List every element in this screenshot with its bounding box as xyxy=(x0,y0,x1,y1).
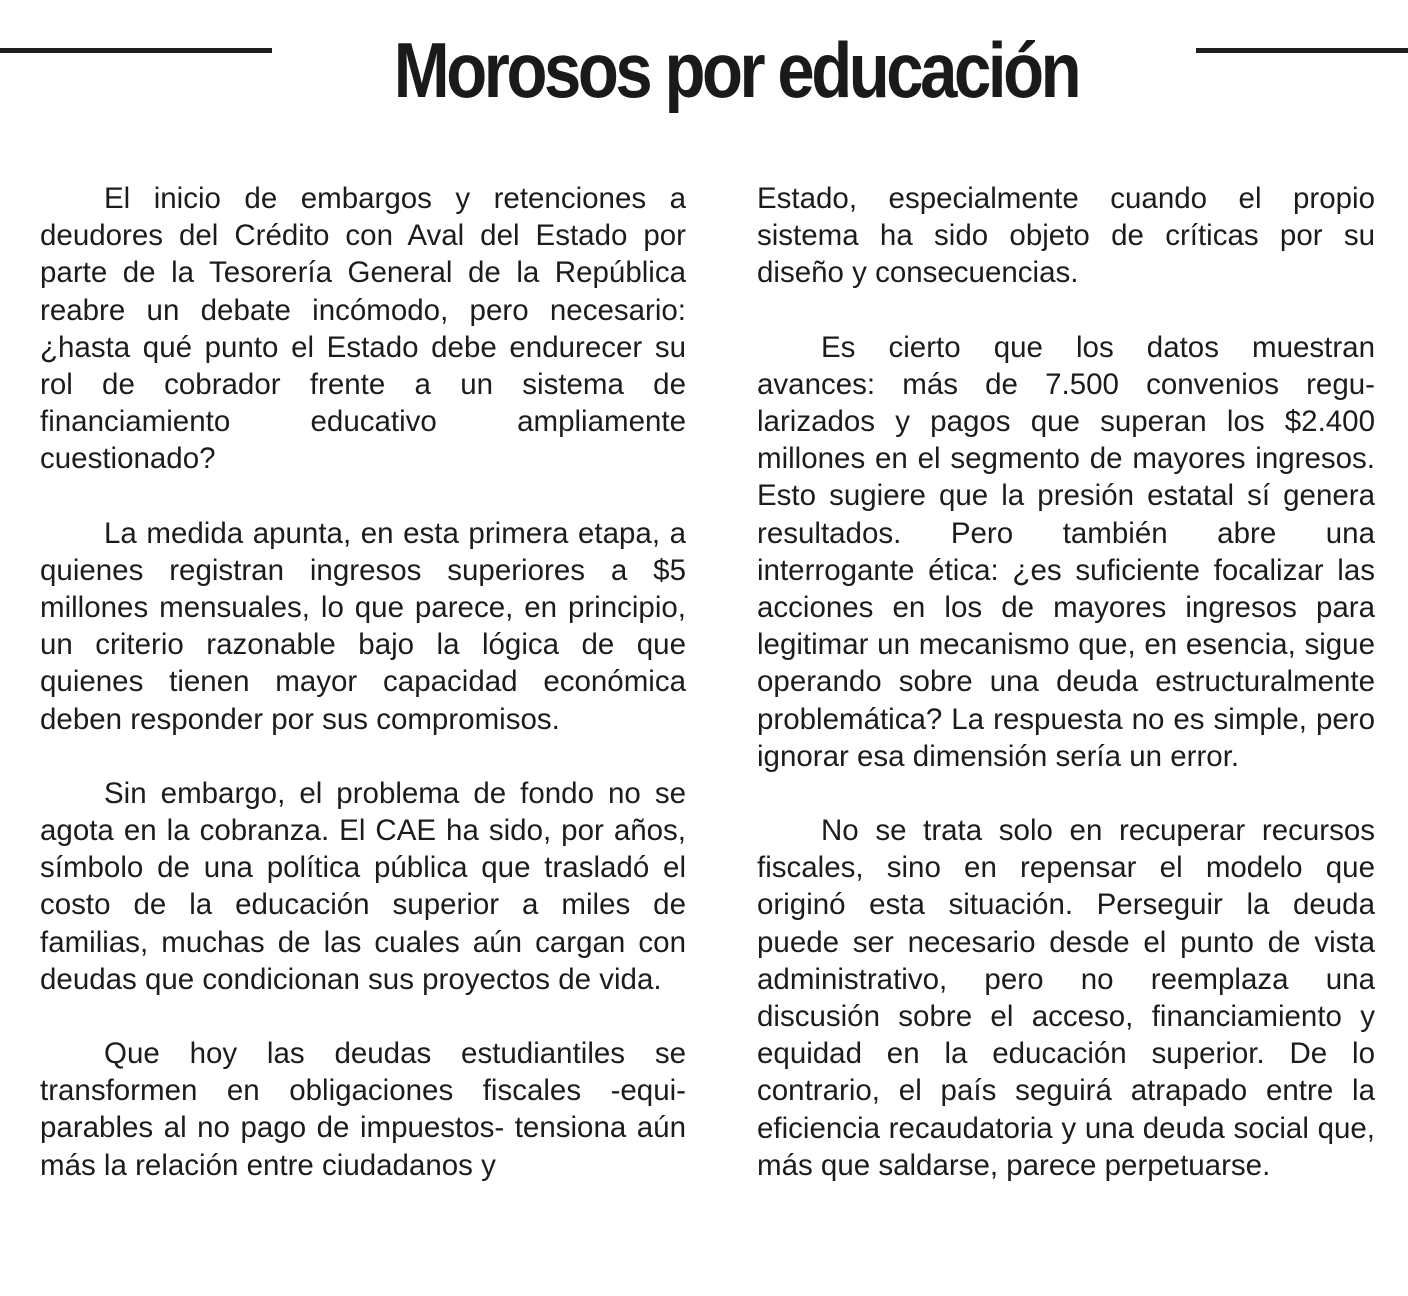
paragraph: No se trata solo en recuperar recursos fiscales, sino en repensar el modelo que originó esta situación. Perseguir la deuda puede ser necesario desde el punto de vista administrativo, pero no reemplaza una discusión sobre el acceso, financiamiento y equidad en la educación superior. De lo contrario, el país seguirá atrapado entre la eficiencia recaudatoria y una deuda social que, más que saldarse, parece perpetuarse. xyxy=(757,814,1375,1182)
article-header xyxy=(0,0,1408,130)
title-rule-right xyxy=(1196,48,1408,53)
paragraph: Sin embargo, el problema de fondo no se agota en la cobranza. El CAE ha sido, por años, símbolo de una política pública que trasladó el costo de la educación superior a miles de familias, muchas de las cuales aún cargan con deudas que condicionan sus proyectos de vida. xyxy=(40,776,686,996)
title-rule-left xyxy=(0,48,272,53)
paragraph-continued: Estado, especialmente cuando el propio sistema ha sido objeto de críticas por su diseño y consecuencias. xyxy=(757,182,1375,290)
paragraph: Que hoy las deudas estudiantiles se transformen en obligaciones fiscales -equiparables al no pago de impuestos- tensiona aún más la relación entre ciudadanos y xyxy=(40,1037,686,1182)
paragraph: El inicio de embargos y retenciones a deudores del Crédito con Aval del Estado por parte de la Tesorería General de la República reabre un debate incómodo, pero necesario: ¿hasta qué punto el Estado debe endurecer su rol de cobrador frente a un sistema de financiamiento educativo ampliamente cuestionado? xyxy=(40,182,686,476)
right-column xyxy=(757,180,1375,1221)
article-title: Morosos por educación xyxy=(393,26,1079,114)
left-column xyxy=(40,180,686,1221)
paragraph: Es cierto que los datos muestran avances: más de 7.500 convenios regularizados y pagos que superan los $2.400 millones en el segmento de mayores ingresos. Esto sugiere que la presión estatal sí genera resultados. Pero también abre una interrogante ética: ¿es suficiente focalizar las acciones en los de mayores ingresos para legitimar un mecanismo que, en esencia, sigue operando sobre una deuda estructuralmente problemática? La respuesta no es simple, pero ignorar esa dimensión sería un error. xyxy=(757,330,1375,773)
paragraph: La medida apunta, en esta primera etapa, a quienes registran ingresos superiores a $5 millones mensuales, lo que parece, en principio, un criterio razonable bajo la lógica de que quienes tienen mayor capacidad económica deben responder por sus compromisos. xyxy=(40,516,686,736)
